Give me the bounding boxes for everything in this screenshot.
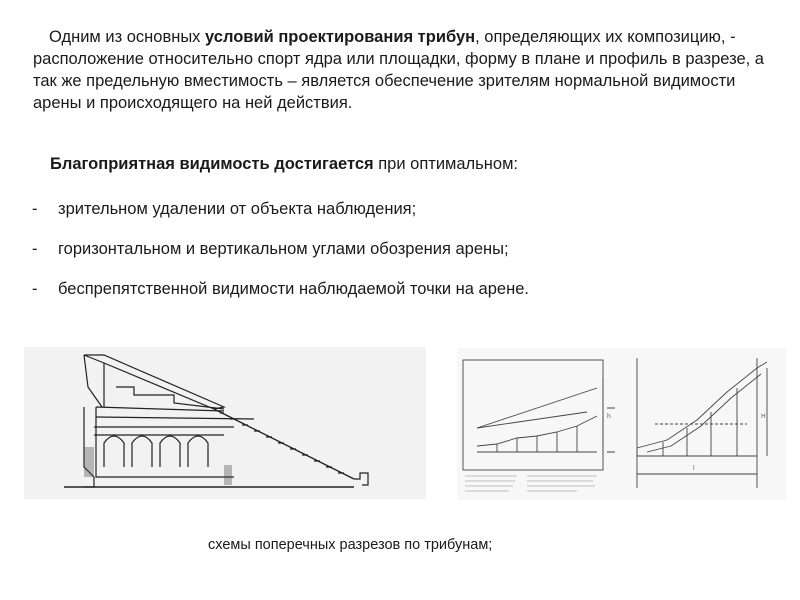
figure-caption: схемы поперечных разрезов по трибунам; (208, 537, 493, 553)
list-dash: - (32, 280, 38, 298)
list-dash: - (32, 200, 38, 218)
intro-part2: , определяющих их композицию, - расположение относительно спорт ядра или площадки, форму в плане и профиль в разрезе, а так же предельную вместимость – является обеспечение зрителям нормальной видимости арены и происходящего на ней действия. (33, 28, 764, 112)
intro-part1: Одним из основных (49, 28, 206, 46)
svg-text:h: h (607, 413, 611, 420)
list-item (32, 238, 529, 278)
visibility-subhead (50, 155, 518, 174)
list-item-text: горизонтальном и вертикальном углами обозрения арены; (58, 240, 509, 258)
conditions-list (32, 198, 529, 318)
list-item-text: зрительном удалении от объекта наблюдения; (58, 200, 417, 218)
list-item (32, 278, 529, 318)
svg-text:H: H (761, 413, 766, 420)
intro-paragraph (33, 26, 773, 114)
list-dash: - (32, 240, 38, 258)
intro-bold: условий проектирования трибун (205, 28, 476, 46)
stand-sightline-diagrams-icon (457, 348, 786, 500)
stand-cross-section-figure (24, 347, 426, 499)
stand-cross-section-drawing-icon (24, 347, 426, 499)
subhead-bold: Благоприятная видимость достигается (50, 155, 374, 173)
list-item (32, 198, 529, 238)
list-item-text: беспрепятственной видимости наблюдаемой точки на арене. (58, 280, 529, 298)
svg-text:l: l (693, 465, 695, 472)
stand-sightline-figure (457, 348, 786, 500)
subhead-rest: при оптимальном: (373, 155, 518, 173)
